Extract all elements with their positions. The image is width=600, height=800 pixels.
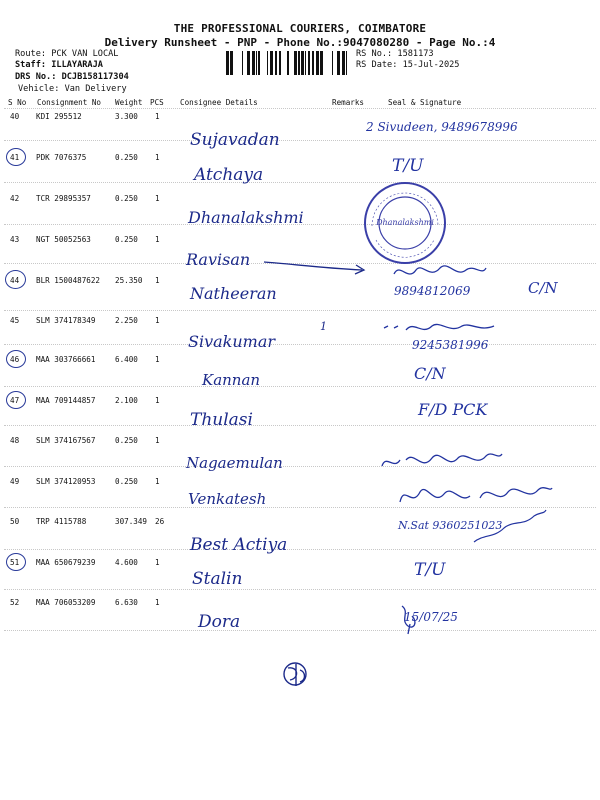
col-header-weight: Weight: [115, 98, 143, 107]
consignee-name: Stalin: [192, 569, 243, 589]
barcode-bar: [247, 51, 250, 75]
row-consignment: NGT 50052563: [36, 235, 91, 244]
col-header-sno: S No: [8, 98, 27, 107]
signature: F/D PCK: [418, 400, 488, 419]
drs-label: DRS No.: DCJB158117304: [15, 72, 129, 82]
row-pcs: 26: [155, 517, 165, 526]
barcode-bar: [305, 51, 306, 75]
row-divider: [4, 310, 596, 311]
row-consignment: MAA 303766661: [36, 355, 96, 364]
row-sno: 46: [10, 355, 20, 364]
row-consignment: TCR 29895357: [36, 194, 91, 203]
signature-scribble: [396, 602, 426, 636]
row-sno: 41: [10, 153, 20, 162]
row-pcs: 1: [155, 316, 160, 325]
barcode-bar: [301, 51, 304, 75]
consignee-name: Best Actiya: [190, 535, 288, 555]
row-consignment: MAA 650679239: [36, 558, 96, 567]
consignee-name: Atchaya: [194, 165, 264, 185]
row-consignment: MAA 709144857: [36, 396, 96, 405]
remarks-value: 1: [320, 320, 327, 333]
consignee-name: Nagaemulan: [186, 454, 283, 472]
barcode-bar: [226, 51, 229, 75]
row-consignment: BLR 1500487622: [36, 276, 101, 285]
consignee-name: Dora: [198, 612, 241, 632]
row-consignment: SLM 374167567: [36, 436, 96, 445]
consignee-name: Natheeran: [190, 284, 277, 303]
row-weight: 0.250: [115, 235, 138, 244]
barcode-bar: [258, 51, 260, 75]
row-pcs: 1: [155, 235, 160, 244]
signature-scribble: [376, 446, 506, 476]
row-divider: [4, 344, 596, 345]
row-divider: [4, 386, 596, 387]
barcode-bar: [275, 51, 277, 75]
barcode-bar: [242, 51, 243, 75]
row-divider: [4, 549, 596, 550]
row-divider: [4, 182, 596, 183]
row-sno: 40: [10, 112, 20, 121]
runsheet-subtitle: Delivery Runsheet - PNP - Phone No.:9047080280 - Page No.:4: [104, 36, 496, 49]
row-sno: 42: [10, 194, 20, 203]
company-title: THE PROFESSIONAL COURIERS, COIMBATORE: [173, 22, 427, 35]
row-weight: 307.349: [115, 517, 148, 526]
row-sno: 51: [10, 558, 20, 567]
signature: 9245381996: [412, 338, 489, 352]
row-weight: 0.250: [115, 194, 138, 203]
barcode-bar: [294, 51, 297, 75]
col-header-signature: Seal & Signature: [388, 98, 462, 107]
row-consignment: KDI 295512: [36, 112, 82, 121]
col-header-consignee: Consignee Details: [180, 98, 258, 107]
row-weight: 3.300: [115, 112, 138, 121]
row-sno: 50: [10, 517, 20, 526]
row-sno: 48: [10, 436, 20, 445]
rs-number: RS No.: 1581173: [356, 49, 434, 59]
row-divider: [4, 140, 596, 141]
row-weight: 0.250: [115, 436, 138, 445]
circle-mark: [6, 148, 26, 166]
barcode-bar: [256, 51, 257, 75]
route-label: Route: PCK VAN LOCAL: [15, 49, 119, 59]
arrow-icon: [262, 256, 372, 278]
barcode-bar: [230, 51, 233, 75]
row-pcs: 1: [155, 153, 160, 162]
barcode-bar: [346, 51, 347, 75]
row-consignment: MAA 706053209: [36, 598, 96, 607]
col-header-consignment: Consignment No: [37, 98, 102, 107]
row-pcs: 1: [155, 558, 160, 567]
row-weight: 6.630: [115, 598, 138, 607]
row-weight: 0.250: [115, 153, 138, 162]
circle-mark: [5, 270, 26, 289]
barcode-bar: [316, 51, 319, 75]
row-sno: 45: [10, 316, 20, 325]
barcode-bar: [298, 51, 300, 75]
header-divider: [4, 108, 596, 109]
signature: 15/07/25: [404, 610, 458, 624]
row-sno: 47: [10, 396, 20, 405]
consignee-name: Ravisan: [186, 250, 251, 269]
stamp-text: Dhanalakshmi: [376, 218, 434, 227]
row-weight: 2.100: [115, 396, 138, 405]
consignee-name: Thulasi: [190, 410, 253, 430]
row-divider: [4, 466, 596, 467]
row-pcs: 1: [155, 355, 160, 364]
row-sno: 44: [10, 276, 20, 285]
barcode-bar: [308, 51, 310, 75]
row-divider: [4, 589, 596, 590]
signature: N.Sat 9360251023: [398, 519, 503, 532]
row-weight: 4.600: [115, 558, 138, 567]
barcode-bar: [332, 51, 333, 75]
consignee-name: Venkatesh: [188, 490, 267, 508]
signature-scribble: [380, 318, 500, 338]
barcode: [226, 51, 350, 75]
row-weight: 25.350: [115, 276, 143, 285]
seal-stamp: [362, 180, 448, 266]
barcode-bar: [252, 51, 255, 75]
barcode-bar: [342, 51, 345, 75]
barcode-bar: [270, 51, 273, 75]
staff-label: Staff: ILLAYARAJA: [15, 60, 103, 70]
row-sno: 49: [10, 477, 20, 486]
consignee-name: Sivakumar: [188, 332, 276, 351]
signature-scribble: [396, 478, 556, 512]
row-weight: 0.250: [115, 477, 138, 486]
barcode-bar: [279, 51, 281, 75]
consignee-name: Dhanalakshmi: [188, 208, 304, 227]
col-header-remarks: Remarks: [332, 98, 365, 107]
initials-mark: [278, 656, 314, 692]
circle-mark: [6, 350, 26, 368]
consignee-name: Sujavadan: [190, 130, 280, 150]
row-pcs: 1: [155, 194, 160, 203]
barcode-bar: [337, 51, 340, 75]
row-pcs: 1: [155, 396, 160, 405]
col-header-pcs: PCS: [150, 98, 164, 107]
circle-mark: [6, 553, 26, 571]
row-consignment: SLM 374120953: [36, 477, 96, 486]
row-pcs: 1: [155, 477, 160, 486]
row-pcs: 1: [155, 436, 160, 445]
consignee-name: Kannan: [202, 371, 261, 389]
row-pcs: 1: [155, 276, 160, 285]
signature: C/N: [414, 364, 446, 383]
row-pcs: 1: [155, 112, 160, 121]
row-pcs: 1: [155, 598, 160, 607]
signature: T/U: [392, 156, 424, 176]
vehicle-label: Vehicle: Van Delivery: [18, 84, 127, 94]
signature: 2 Sivudeen, 9489678996: [366, 120, 518, 134]
signature: T/U: [414, 560, 446, 580]
barcode-bar: [287, 51, 289, 75]
row-divider: [4, 630, 596, 631]
row-consignment: SLM 374178349: [36, 316, 96, 325]
row-weight: 6.400: [115, 355, 138, 364]
row-consignment: TRP 4115788: [36, 517, 87, 526]
circle-mark: [6, 391, 26, 409]
signature: C/N: [528, 279, 558, 297]
row-sno: 52: [10, 598, 20, 607]
signature-scribble: [470, 508, 550, 548]
row-weight: 2.250: [115, 316, 138, 325]
barcode-bar: [320, 51, 323, 75]
barcode-bar: [312, 51, 314, 75]
rs-date: RS Date: 15-Jul-2025: [356, 60, 460, 70]
row-sno: 43: [10, 235, 20, 244]
row-consignment: PDK 7076375: [36, 153, 87, 162]
row-divider: [4, 425, 596, 426]
signature: 9894812069: [394, 284, 471, 298]
barcode-bar: [267, 51, 268, 75]
